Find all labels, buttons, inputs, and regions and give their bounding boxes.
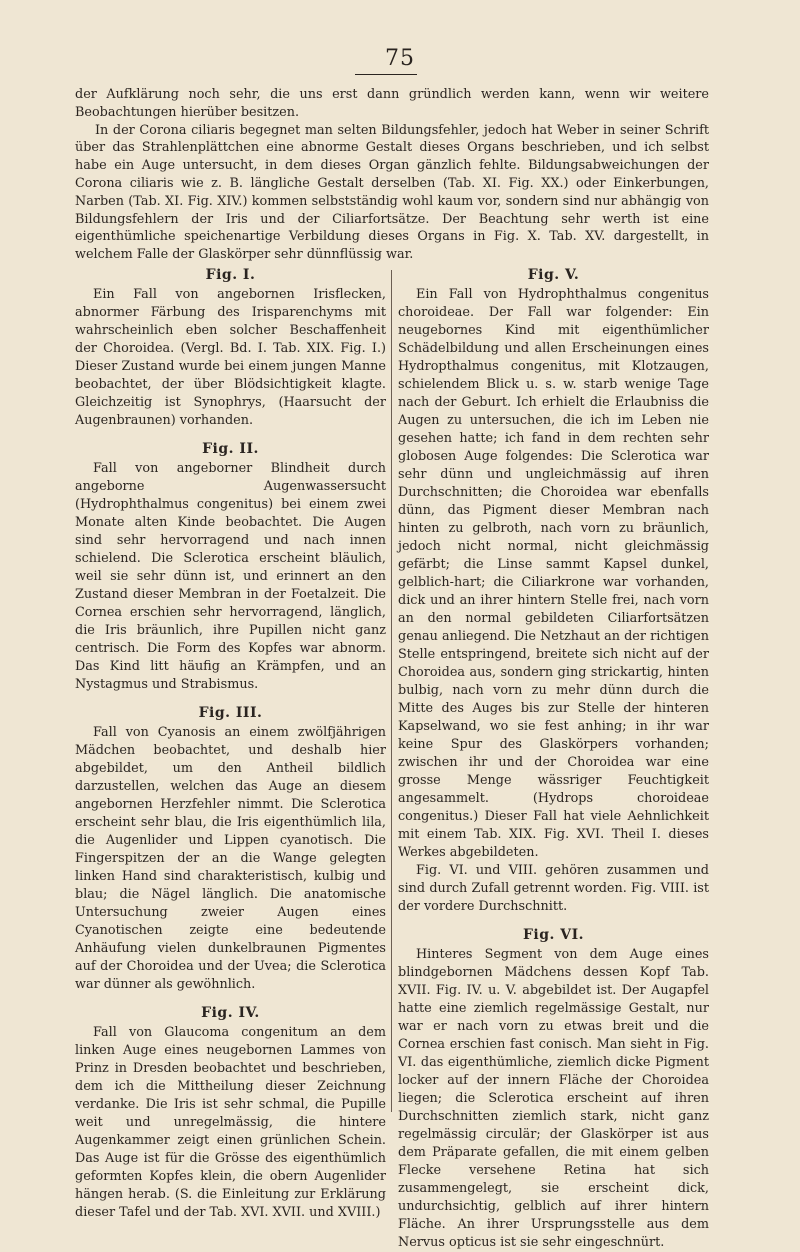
page-number-rule xyxy=(355,74,417,75)
intro-text xyxy=(75,86,709,264)
figure-heading: Fig. I. xyxy=(205,267,256,283)
intro-paragraph: der Aufklärung noch sehr, die uns erst dann gründlich werden kann, wenn wir weitere Beobachtungen hierüber besitzen. xyxy=(75,87,709,120)
figure-description: Fall von Cyanosis an einem zwölfjährigen Mädchen beobachtet, und deshalb hier abgebildet, um den Antheil bildlich darzustellen, welchen das Auge an diesem angebornen Herzfehler nimmt. Die Sclerotica erscheint sehr blau, die Iris eigenthümlich lila, die Augenlider und Lippen cyanotisch. Die Fingerspitzen der an die Wange gelegten linken Hand sind charakteristisch, kulbig und blau; die Nägel länglich. Die anatomische Untersuchung zweier Augen eines Cyanotischen zeigte eine bedeutende Anhäufung vielen dunkelbraunen Pigmentes auf der Choroidea und der Uvea; die Sclerotica war dünner als gewöhnlich. xyxy=(75,725,386,992)
page-number: 75 xyxy=(385,46,415,71)
figure-heading: Fig. III. xyxy=(198,705,263,721)
figure-description: Hinteres Segment von dem Auge eines blindgebornen Mädchens dessen Kopf Tab. XVII. Fig. IV. u. V. abgebildet ist. Der Augapfel hatte eine ziemlich regelmässige Gestalt, nur war er nach vorn zu etwas breit und die Cornea erschien fast conisch. Man sieht in Fig. VI. das eigenthümliche, ziemlich dicke Pigment locker auf der innern Fläche der Choroidea liegen; die Sclerotica erscheint auf ihren Durchschnitten ziemlich stark, nicht ganz regelmässig circulär; der Glaskörper ist aus dem Präparate gefallen, die mit einem gelben Flecke versehene Retina hat sich zusammengelegt, sie erscheint dick, undurchsichtig, gelblich auf ihrer hintern Fläche. An ihrer Ursprungsstelle aus dem Nervus opticus ist sie sehr eingeschnürt. xyxy=(398,947,709,1250)
figure-description: Fall von angeborner Blindheit durch angeborne Augenwassersucht (Hydrophthalmus congenitus) bei einem zwei Monate alten Kinde beobachtet. Die Augen sind sehr hervorragend und nach innen schielend. Die Sclerotica erscheint bläulich, weil sie sehr dünn ist, und erinnert an den Zustand dieser Membran in der Foetalzeit. Die Cornea erschien sehr hervorragend, länglich, die Iris bräunlich, ihre Pupillen nicht ganz centrisch. Die Form des Kopfes war abnorm. Das Kind litt häufig an Krämpfen, und an Nystagmus und Strabismus. xyxy=(75,461,386,692)
intro-paragraph: In der Corona ciliaris begegnet man selten Bildungsfehler, jedoch hat Weber in seiner Schrift über das Strahlenplättchen eine abnorme Gestalt dieses Organs beschrieben, und ich selbst habe ein Auge untersucht, in dem dieses Organ gänzlich fehlte. Bildungsabweichungen der Corona ciliaris wie z. B. längliche Gestalt derselben (Tab. XI. Fig. XX.) oder Einkerbungen, Narben (Tab. XI. Fig. XIV.) kommen selbstständig wohl kaum vor, sondern sind nur abhängig von Bildungsfehlern der Iris und der Ciliarfortsätze. Der Beachtung sehr werth ist eine eigenthümliche speichenartige Verbildung dieses Organs in Fig. X. Tab. XV. dargestellt, in welchem Falle der Glaskörper sehr dünnflüssig war. xyxy=(75,122,709,263)
left-column xyxy=(75,266,386,1222)
figure-description: Ein Fall von Hydrophthalmus congenitus choroideae. Der Fall war folgender: Ein neugebornes Kind mit eigenthümlicher Schädelbildung und allen Erscheinungen eines Hydropthalmus congenitus, mit Klotzaugen, schielendem Blick u. s. w. starb wenige Tage nach der Geburt. Ich erhielt die Erlaubniss die Augen zu untersuchen, die ich im Leben nie gesehen hatte; ich fand in dem rechten sehr globosen Auge folgendes: Die Sclerotica war sehr dünn und ungleichmässig auf ihren Durchschnitten; die Choroidea war ebenfalls dünn, das Pigment dieser Membran nach hinten zu gelbroth, nach vorn zu bräunlich, jedoch nicht normal, nicht gleichmässig gefärbt; die Linse sammt Kapsel dunkel, gelblich-hart; die Ciliarkrone war vorhanden, dick und an ihrer hintern Stelle frei, nach vorn an den normal gebildeten Ciliarfortsätzen genau anliegend. Die Netzhaut an der richtigen Stelle entspringend, breitete sich nicht auf der Choroidea aus, sondern ging strickartig, hinten bulbig, nach vorn zu mehr dünn durch die Mitte des Auges bis zur Stelle der hinteren Kapselwand, wo sie fest anhing; in ihr war keine Spur des Glaskörpers vorhanden; zwischen ihr und der Choroidea war eine grosse Menge wässriger Feuchtigkeit angesammelt. (Hydrops choroideae congenitus.) Dieser Fall hat viele Aehnlichkeit mit einem Tab. XIX. Fig. XVI. Theil I. dieses Werkes abgebildeten. xyxy=(398,287,709,860)
figure-description: Fall von Glaucoma congenitum an dem linken Auge eines neugebornen Lammes von Prinz in Dresden beobachtet und beschrieben, dem ich die Mittheilung dieser Zeichnung verdanke. Die Iris ist sehr schmal, die Pupille weit und unregelmässig, die hintere Augenkammer zeigt einen grünlichen Schein. Das Auge ist für die Grösse des eigenthümlich geformten Kopfes klein, die obern Augenlider hängen herab. (S. die Einleitung zur Erklärung dieser Tafel und der Tab. XVI. XVII. und XVIII.) xyxy=(75,1025,386,1220)
figure-heading: Fig. V. xyxy=(527,267,580,283)
figure-description: Ein Fall von angebornen Irisflecken, abnormer Färbung des Irisparenchyms mit wahrscheinlich eben solcher Beschaffenheit der Choroidea. (Vergl. Bd. I. Tab. XIX. Fig. I.) Dieser Zustand wurde bei einem jungen Manne beobachtet, der über Blödsichtigkeit klagte. Gleichzeitig ist Synophrys, (Haarsucht der Augenbraunen) vorhanden. xyxy=(75,287,386,428)
column-divider xyxy=(391,270,392,1112)
figure-heading: Fig. II. xyxy=(202,441,259,457)
right-column xyxy=(398,266,709,1252)
figure-heading: Fig. VI. xyxy=(522,927,585,943)
figure-description: Fig. VI. und VIII. gehören zusammen und sind durch Zufall getrennt worden. Fig. VIII. ist der vordere Durchschnitt. xyxy=(398,863,709,914)
figure-heading: Fig. IV. xyxy=(201,1005,260,1021)
